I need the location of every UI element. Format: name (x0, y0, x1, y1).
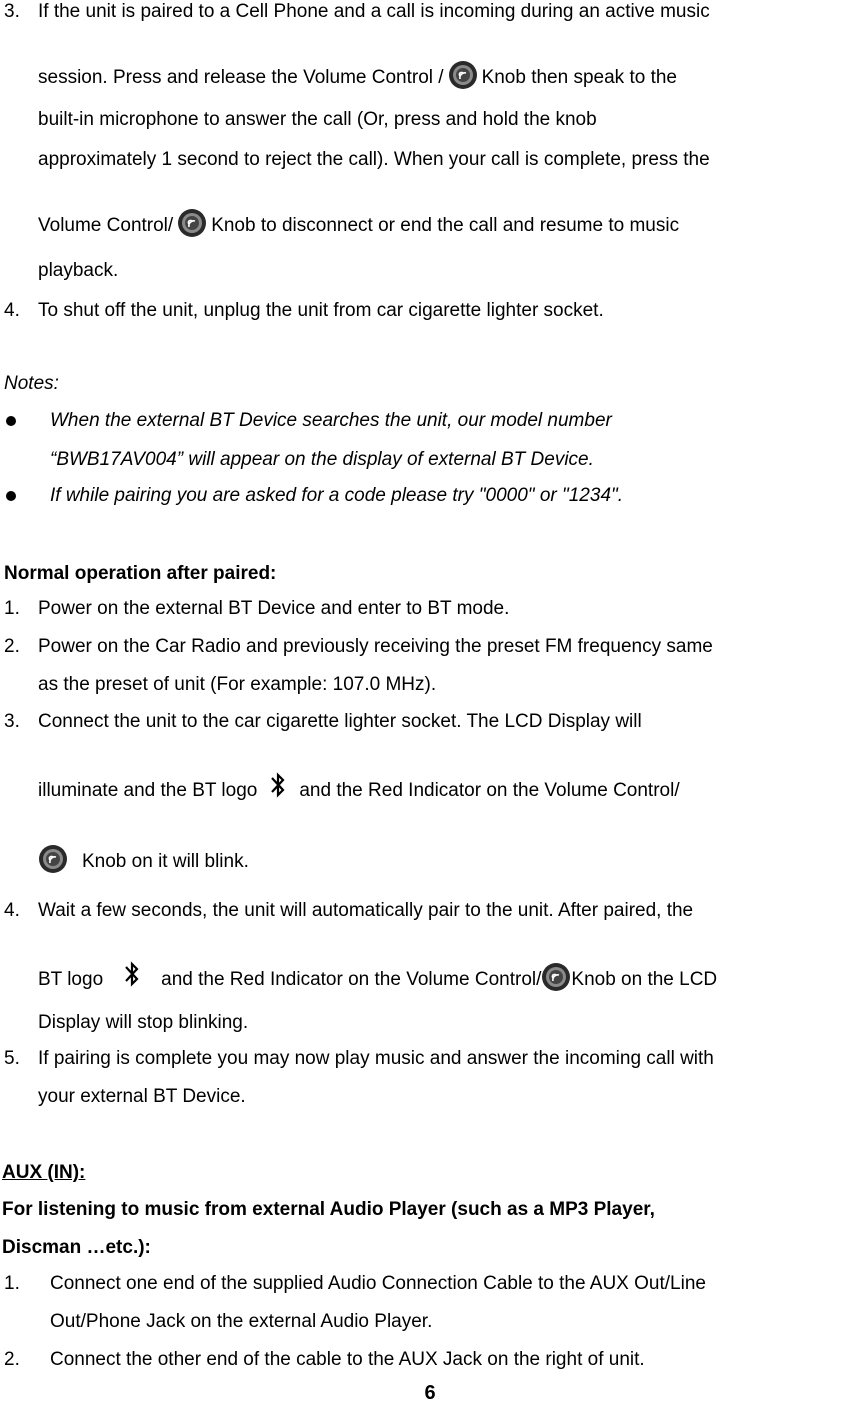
list-number: 1. (4, 1273, 20, 1294)
text-run: session. Press and release the Volume Control / (38, 67, 444, 88)
list-number: 4. (4, 300, 20, 321)
text-run: Volume Control/ (38, 215, 174, 236)
bluetooth-icon (267, 770, 289, 800)
note-line: “BWB17AV004” will appear on the display of external BT Device. (50, 449, 594, 470)
text-run: Knob on it will blink. (82, 851, 249, 872)
paragraph-line: Connect one end of the supplied Audio Connection Cable to the AUX Out/Line (50, 1273, 706, 1294)
paragraph-line (38, 60, 677, 90)
paragraph-line (38, 208, 679, 238)
notes-heading: Notes: (4, 373, 59, 394)
list-number: 2. (4, 636, 20, 657)
subheading-line: Discman …etc.): (2, 1237, 151, 1258)
paragraph-line: To shut off the unit, unplug the unit from car cigarette lighter socket. (38, 300, 604, 321)
paragraph-line: Power on the Car Radio and previously receiving the preset FM frequency same (38, 636, 713, 657)
paragraph-line: Connect the other end of the cable to the AUX Jack on the right of unit. (50, 1349, 645, 1370)
list-number: 5. (4, 1048, 20, 1069)
paragraph-line: approximately 1 second to reject the call). When your call is complete, press the (38, 149, 710, 170)
paragraph-line (38, 959, 717, 992)
paragraph-line (38, 844, 249, 874)
text-run: Knob to disconnect or end the call and resume to music (211, 215, 680, 236)
list-number: 4. (4, 900, 20, 921)
text-run: and the Red Indicator on the Volume Control/ (161, 969, 542, 990)
paragraph-line: your external BT Device. (38, 1086, 246, 1107)
page-number: 6 (424, 1382, 436, 1404)
text-run: Knob on the LCD (571, 969, 718, 990)
volume-knob-icon (38, 844, 68, 874)
paragraph-line: Display will stop blinking. (38, 1012, 249, 1033)
bluetooth-icon (121, 959, 143, 989)
note-line: If while pairing you are asked for a code please try "0000" or "1234". (50, 485, 624, 506)
volume-knob-icon (177, 208, 207, 238)
paragraph-line: Connect the unit to the car cigarette lighter socket. The LCD Display will (38, 711, 642, 732)
list-number: 1. (4, 598, 20, 619)
note-line: When the external BT Device searches the unit, our model number (50, 410, 612, 431)
bullet-marker (6, 491, 16, 501)
list-number: 2. (4, 1349, 20, 1370)
paragraph-line: as the preset of unit (For example: 107.0 MHz). (38, 674, 437, 695)
paragraph-line: If pairing is complete you may now play music and answer the incoming call with (38, 1048, 714, 1069)
text-run: BT logo (38, 969, 104, 990)
paragraph-line: Wait a few seconds, the unit will automatically pair to the unit. After paired, the (38, 900, 694, 921)
section-heading: Normal operation after paired: (4, 563, 277, 584)
paragraph-line: Out/Phone Jack on the external Audio Player. (50, 1311, 433, 1332)
paragraph-line: built-in microphone to answer the call (Or, press and hold the knob (38, 109, 597, 130)
paragraph-line: playback. (38, 260, 119, 281)
text-run: and the Red Indicator on the Volume Control/ (299, 780, 680, 801)
volume-knob-icon (448, 60, 478, 90)
list-number: 3. (4, 1, 20, 22)
text-run: illuminate and the BT logo (38, 780, 258, 801)
subheading-line: For listening to music from external Audio Player (such as a MP3 Player, (2, 1199, 655, 1220)
volume-knob-icon (541, 962, 571, 992)
bullet-marker (6, 416, 16, 426)
paragraph-line (38, 770, 680, 803)
paragraph-line: Power on the external BT Device and enter to BT mode. (38, 598, 510, 619)
section-heading: AUX (IN): (2, 1162, 86, 1183)
list-number: 3. (4, 711, 20, 732)
paragraph-line: If the unit is paired to a Cell Phone and a call is incoming during an active music (38, 1, 710, 22)
text-run: Knob then speak to the (481, 67, 677, 88)
